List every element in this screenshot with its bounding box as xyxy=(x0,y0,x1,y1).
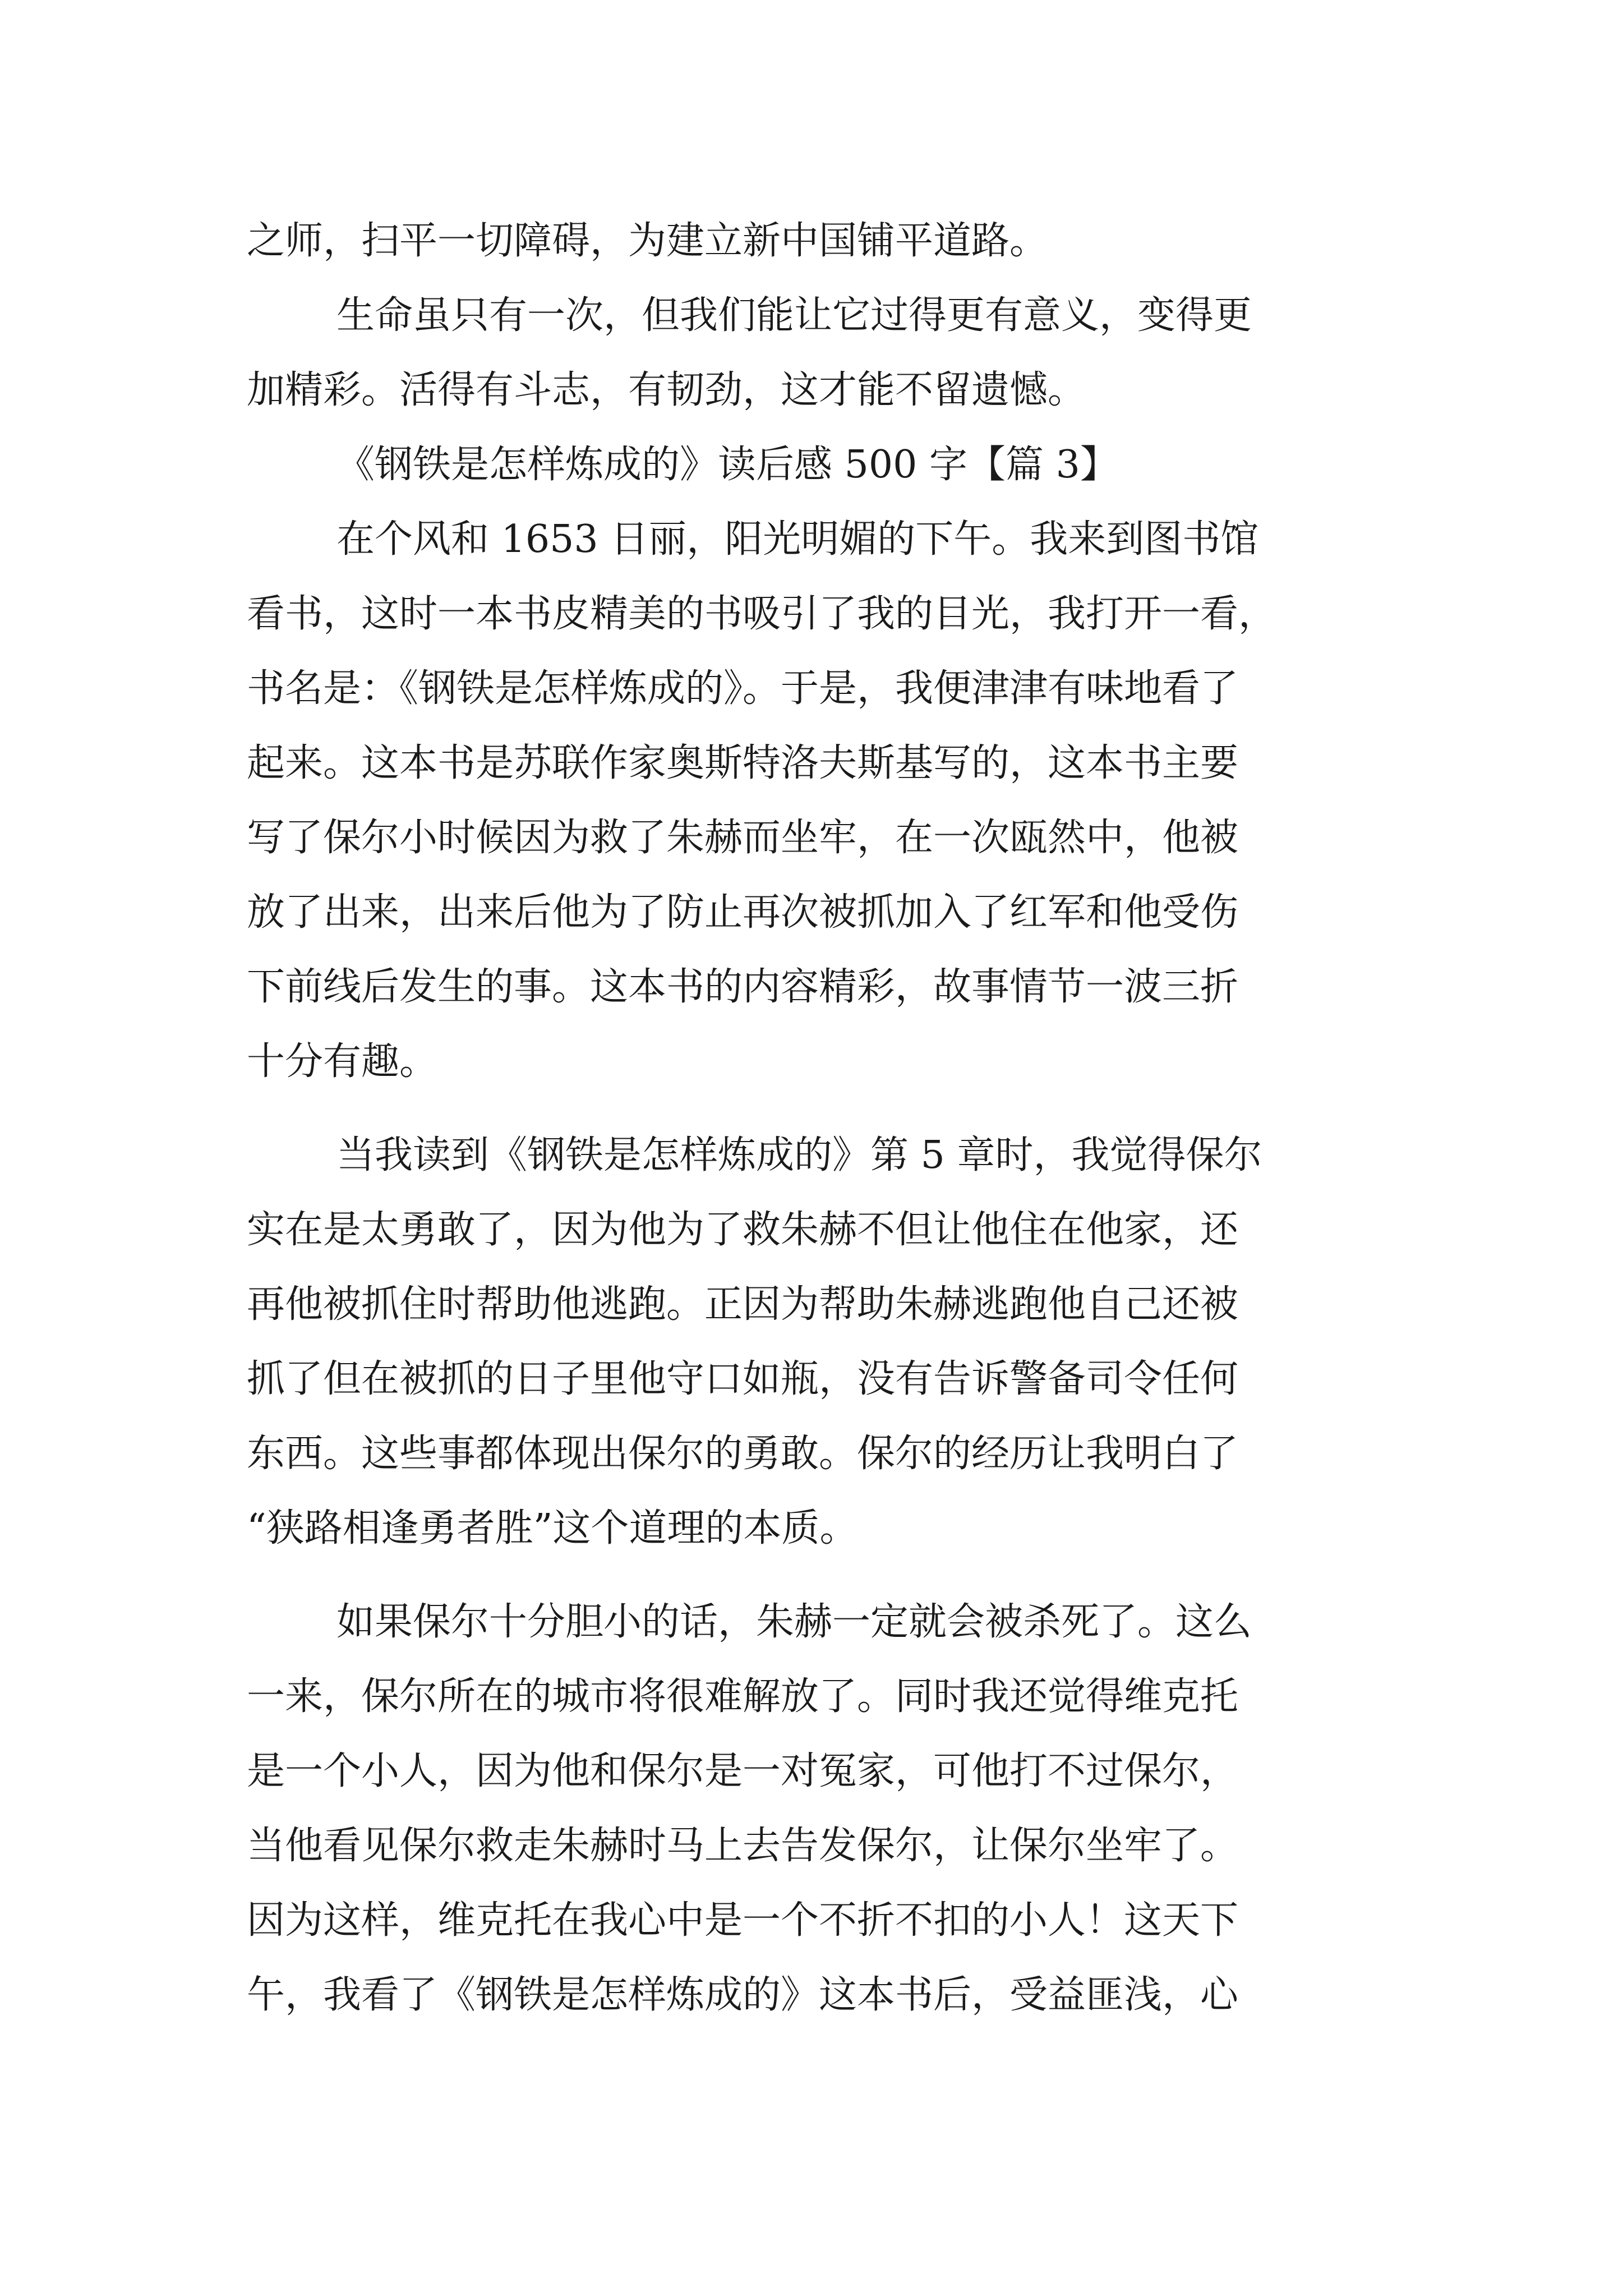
paragraph-start: 如果保尔十分胆小的话，朱赫一定就会被杀死了。这么 xyxy=(336,1600,1252,1644)
text-line: 再他被抓住时帮助他逃跑。正因为帮助朱赫逃跑他自己还被 xyxy=(247,1282,1239,1327)
text-line: 东西。这些事都体现出保尔的勇敢。保尔的经历让我明白了 xyxy=(247,1432,1239,1476)
paragraph-start: 生命虽只有一次，但我们能让它过得更有意义，变得更 xyxy=(336,293,1252,338)
text-line: 放了出来，出来后他为了防止再次被抓加入了红军和他受伤 xyxy=(247,890,1239,935)
text-line: 写了保尔小时候因为救了朱赫而坐牢，在一次瓯然中，他被 xyxy=(247,816,1239,860)
text-line: 是一个小人，因为他和保尔是一对冤家，可他打不过保尔， xyxy=(247,1749,1239,1793)
text-line: 起来。这本书是苏联作家奥斯特洛夫斯基写的，这本书主要 xyxy=(247,741,1239,785)
text-line: 一来，保尔所在的城市将很难解放了。同时我还觉得维克托 xyxy=(247,1674,1239,1719)
text-line: 看书，这时一本书皮精美的书吸引了我的目光，我打开一看， xyxy=(247,592,1277,636)
text-line: 之师，扫平一切障碍，为建立新中国铺平道路。 xyxy=(247,219,1048,263)
text-line: “狭路相逢勇者胜”这个道理的本质。 xyxy=(247,1506,858,1550)
section-heading: 《钢铁是怎样炼成的》读后感 500 字【篇 3】 xyxy=(336,443,1118,487)
text-line: 当他看见保尔救走朱赫时马上去告发保尔，让保尔坐牢了。 xyxy=(247,1824,1239,1868)
text-line: 书名是：《钢铁是怎样炼成的》。于是，我便津津有味地看了 xyxy=(247,666,1239,711)
text-line: 十分有趣。 xyxy=(247,1039,438,1084)
text-line: 实在是太勇敢了，因为他为了救朱赫不但让他住在他家，还 xyxy=(247,1208,1239,1252)
text-line: 加精彩。活得有斗志，有韧劲，这才能不留遗憾。 xyxy=(247,368,1086,412)
text-line: 下前线后发生的事。这本书的内容精彩，故事情节一波三折 xyxy=(247,965,1239,1009)
paragraph-start: 在个风和 1653 日丽，阳光明媚的下午。我来到图书馆 xyxy=(336,517,1259,562)
paragraph-start: 当我读到《钢铁是怎样炼成的》第 5 章时，我觉得保尔 xyxy=(336,1133,1262,1177)
text-line: 午，我看了《钢铁是怎样炼成的》这本书后，受益匪浅，心 xyxy=(247,1973,1239,2017)
text-line: 抓了但在被抓的日子里他守口如瓶，没有告诉警备司令任何 xyxy=(247,1357,1239,1401)
text-line: 因为这样，维克托在我心中是一个不折不扣的小人！这天下 xyxy=(247,1898,1239,1943)
